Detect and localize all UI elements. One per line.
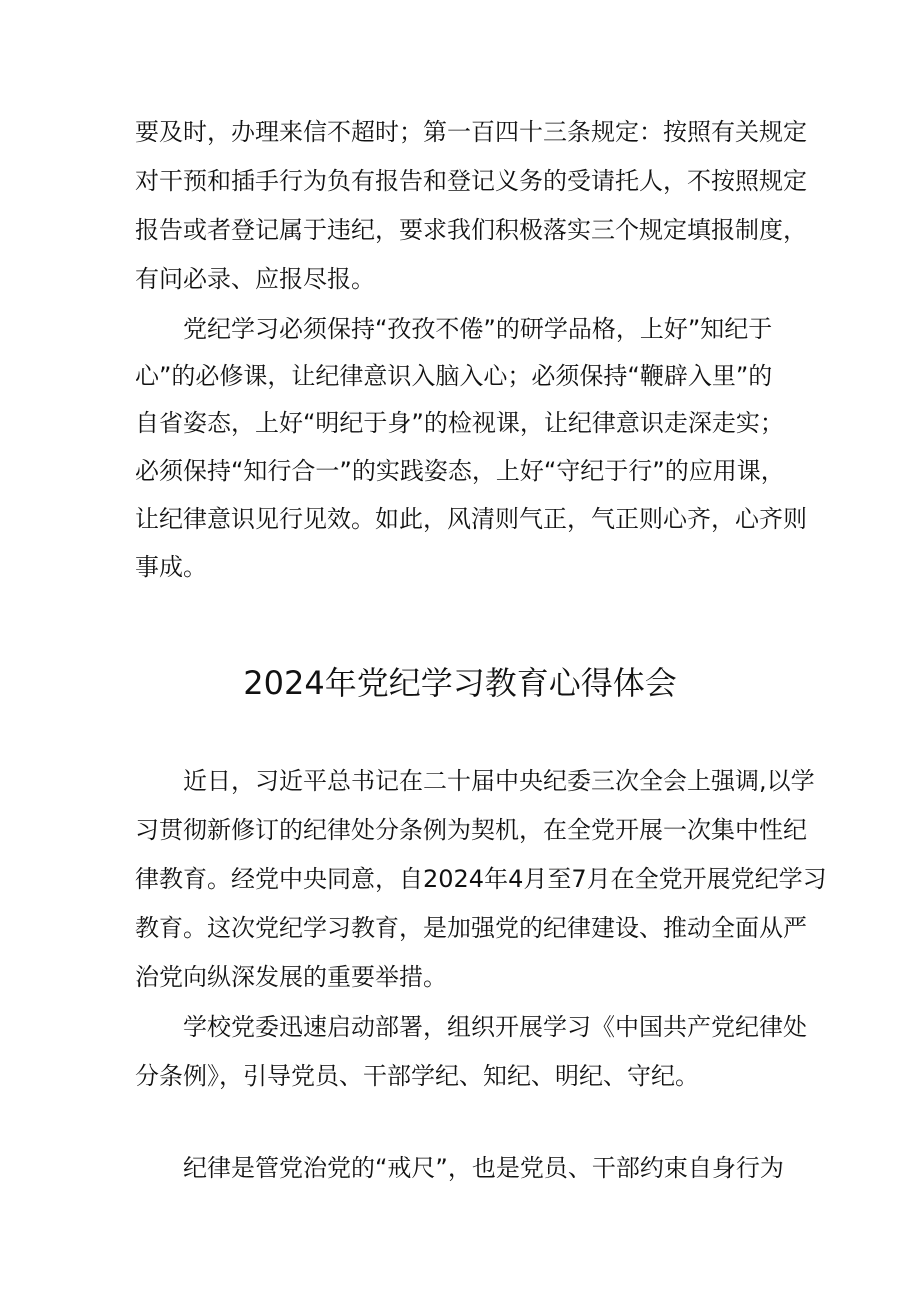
paragraph-line: 自省姿态，上好“明纪于身”的检视课，让纪律意识走深走实； [135,409,784,437]
paragraph-line: 教育。这次党纪学习教育，是加强党的纪律建设、推动全面从严 [135,914,807,942]
paragraph-line: 习贯彻新修订的纪律处分条例为契机，在全党开展一次集中性纪 [135,816,807,844]
paragraph-line: 学校党委迅速启动部署，组织开展学习《中国共产党纪律处 [183,1013,807,1041]
document-title: 2024年党纪学习教育心得体会 [243,664,677,702]
paragraph-line: 纪律是管党治党的“戒尺”，也是党员、干部约束自身行为 [183,1154,784,1182]
paragraph-line: 对干预和插手行为负有报告和登记义务的受请托人，不按照规定 [135,167,807,195]
paragraph-line: 心”的必修课，让纪律意识入脑入心；必须保持“鞭辟入里”的 [135,362,773,390]
paragraph-line: 近日，习近平总书记在二十届中央纪委三次全会上强调,以学 [183,767,815,795]
paragraph-line: 分条例》，引导党员、干部学纪、知纪、明纪、守纪。 [135,1062,699,1090]
paragraph-line: 要及时，办理来信不超时；第一百四十三条规定：按照有关规定 [135,118,807,146]
paragraph-line: 律教育。经党中央同意，自2024年4月至7月在全党开展党纪学习 [135,865,827,893]
paragraph-line: 报告或者登记属于违纪，要求我们积极落实三个规定填报制度， [135,216,807,244]
paragraph-line: 必须保持“知行合一”的实践姿态，上好“守纪于行”的应用课， [135,457,785,485]
paragraph-line: 治党向纵深发展的重要举措。 [135,963,447,991]
paragraph-line: 让纪律意识见行见效。如此，风清则气正，气正则心齐，心齐则 [135,505,807,533]
paragraph-line: 党纪学习必须保持“孜孜不倦”的研学品格，上好”知纪于 [183,315,773,343]
paragraph-line: 事成。 [135,553,207,581]
paragraph-line: 有问必录、应报尽报。 [135,265,375,293]
